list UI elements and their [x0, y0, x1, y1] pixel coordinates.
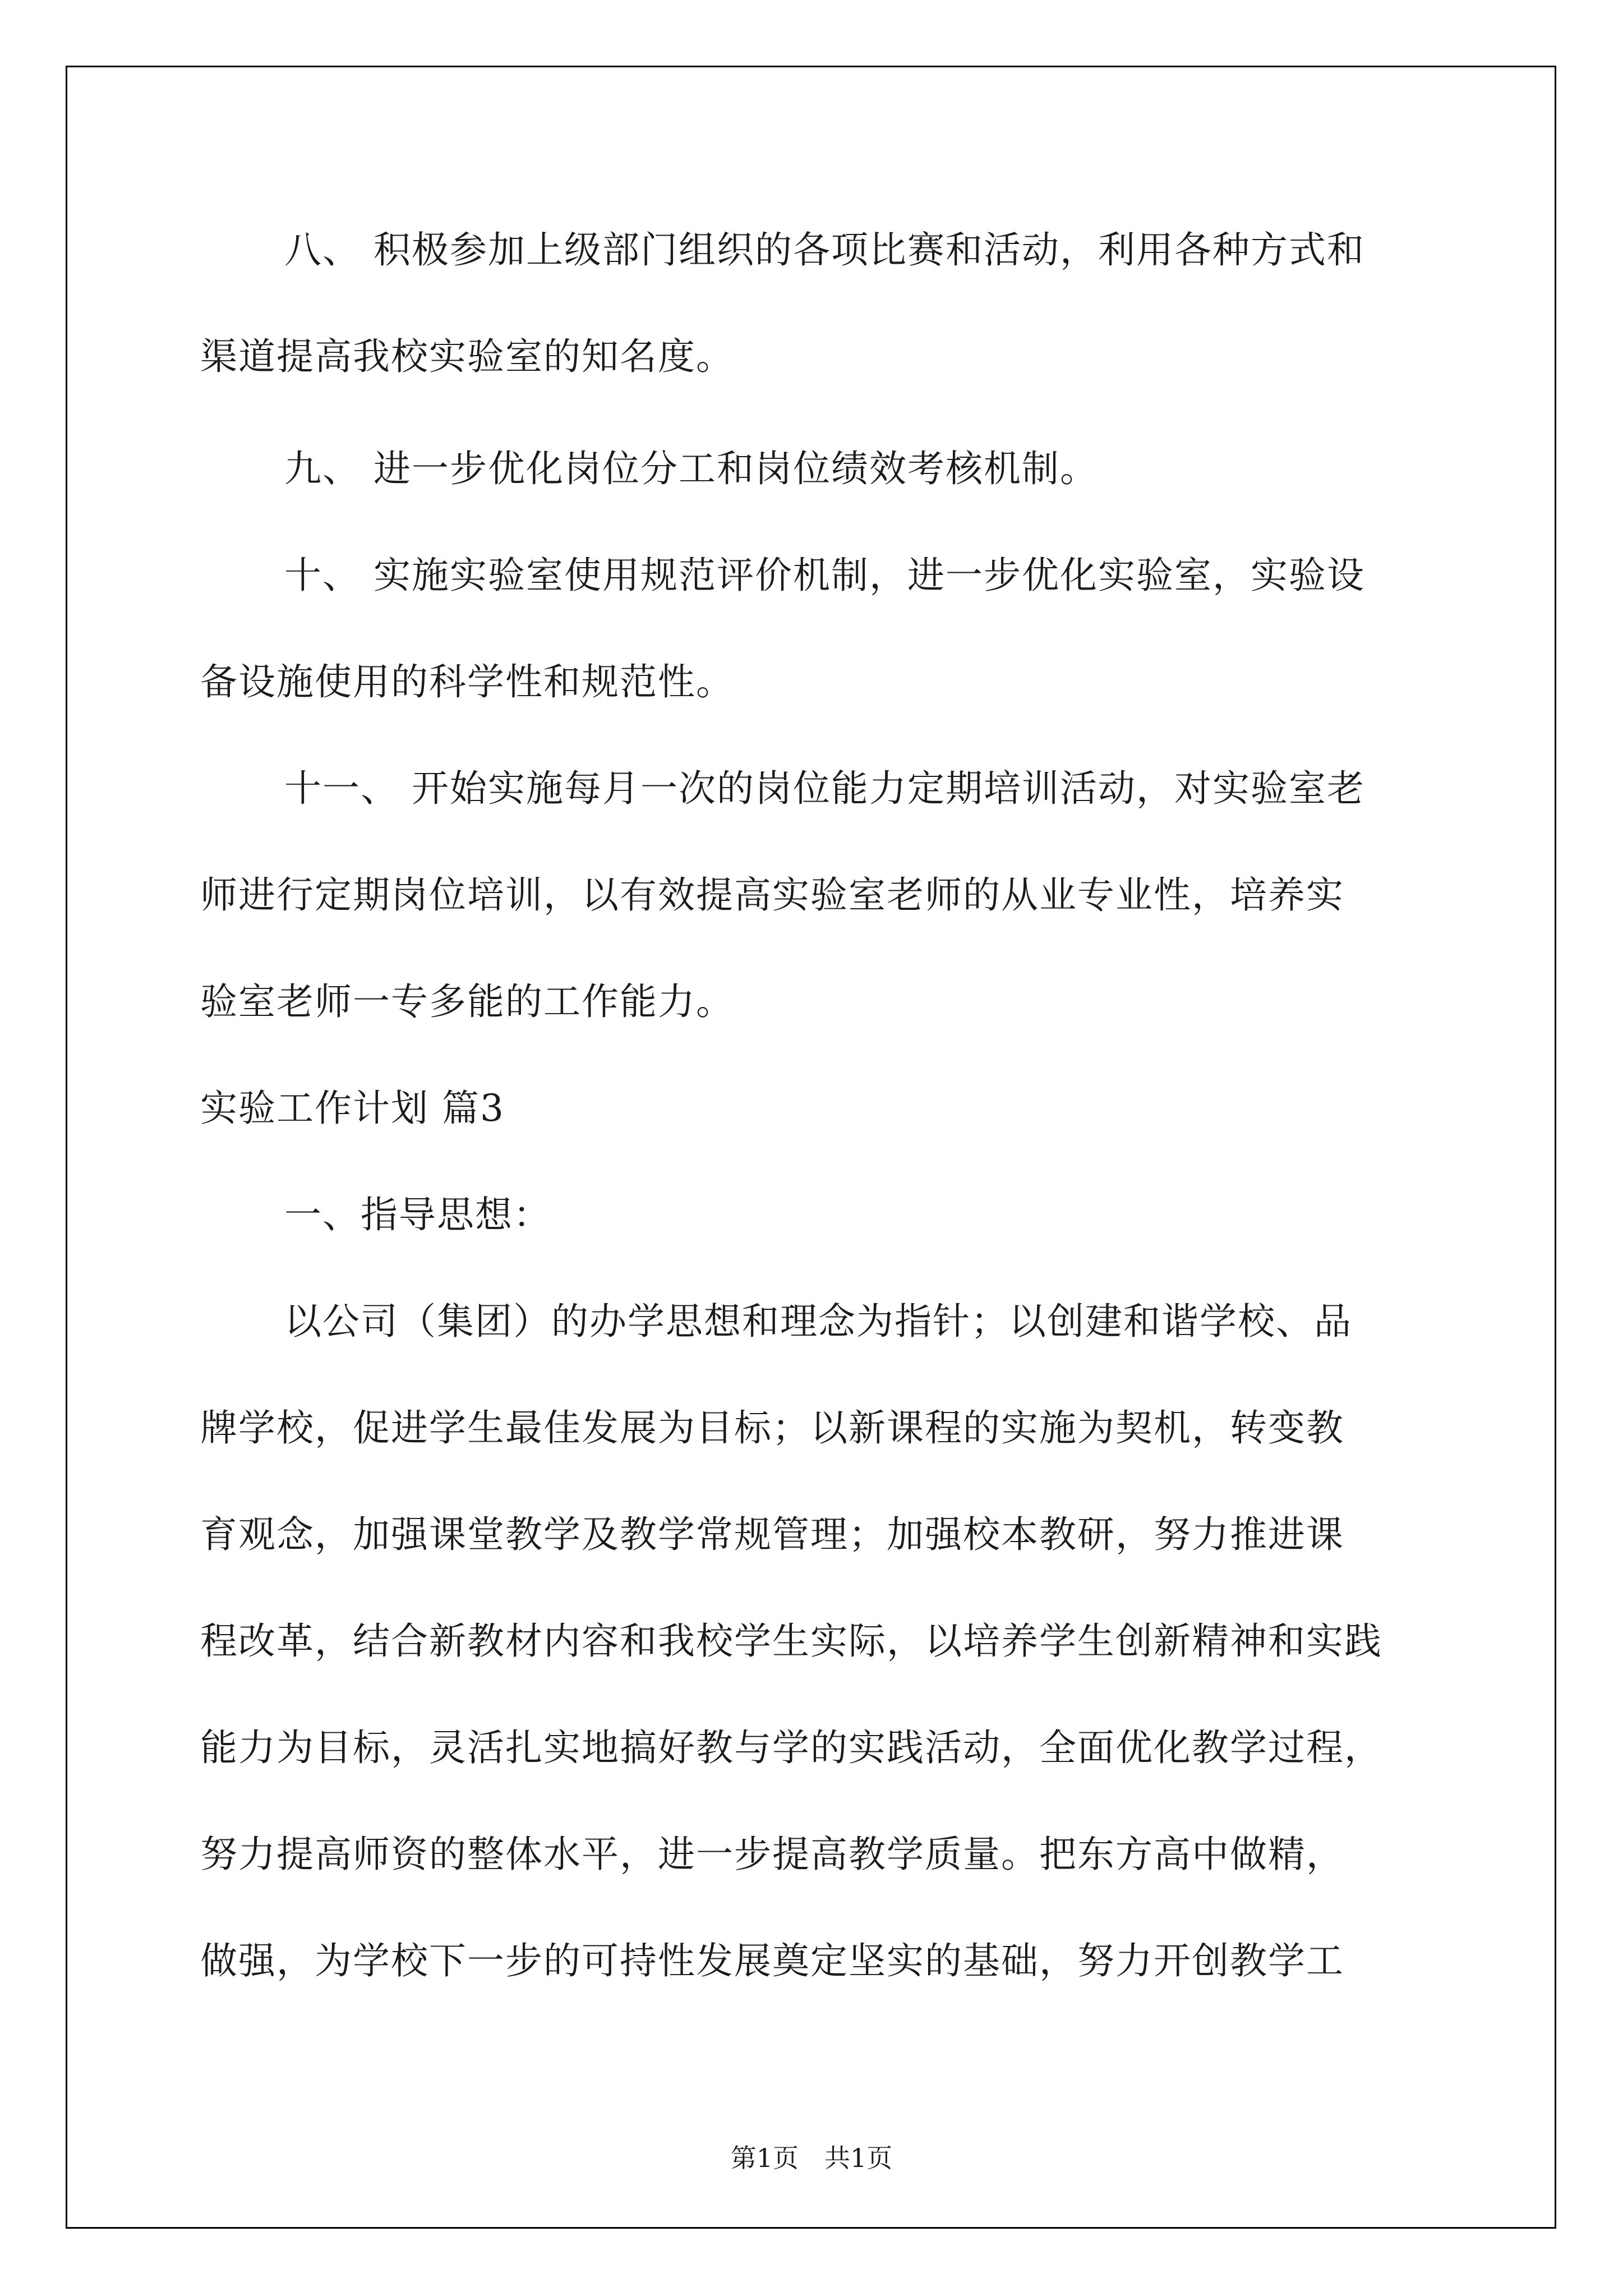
paragraph-line: 验室老师一专多能的工作能力。 [200, 980, 734, 1023]
subheading: 一、指导思想： [284, 1193, 551, 1236]
page-footer [0, 2145, 1623, 2171]
paragraph-line: 育观念，加强课堂教学及教学常规管理；加强校本教研，努力推进课 [200, 1513, 1344, 1556]
paragraph-line: 备设施使用的科学性和规范性。 [200, 660, 734, 703]
page-number: 第1页 [730, 2143, 799, 2173]
paragraph-line: 十、 实施实验室使用规范评价机制，进一步优化实验室，实验设 [284, 554, 1365, 597]
paragraph-line: 能力为目标，灵活扎实地搞好教与学的实践活动，全面优化教学过程， [200, 1726, 1382, 1769]
paragraph-line: 八、 积极参加上级部门组织的各项比赛和活动，利用各种方式和 [284, 228, 1365, 272]
paragraph-line: 程改革，结合新教材内容和我校学生实际，以培养学生创新精神和实践 [200, 1619, 1382, 1663]
paragraph-line: 做强，为学校下一步的可持性发展奠定坚实的基础，努力开创教学工 [200, 1939, 1344, 1982]
paragraph-line: 十一、 开始实施每月一次的岗位能力定期培训活动，对实验室老 [284, 767, 1365, 810]
paragraph-line: 九、 进一步优化岗位分工和岗位绩效考核机制。 [284, 447, 1098, 490]
paragraph-line: 师进行定期岗位培训，以有效提高实验室老师的从业专业性，培养实 [200, 873, 1344, 917]
paragraph-line: 努力提高师资的整体水平，进一步提高教学质量。把东方高中做精， [200, 1833, 1344, 1876]
paragraph-line: 牌学校，促进学生最佳发展为目标；以新课程的实施为契机，转变教 [200, 1406, 1344, 1450]
paragraph-line: 以公司（集团）的办学思想和理念为指针；以创建和谐学校、品 [284, 1300, 1352, 1343]
section-heading: 实验工作计划 篇3 [200, 1087, 505, 1130]
paragraph-line: 渠道提高我校实验室的知名度。 [200, 335, 734, 378]
page-border [66, 66, 1556, 2229]
page-total: 共1页 [824, 2143, 893, 2173]
